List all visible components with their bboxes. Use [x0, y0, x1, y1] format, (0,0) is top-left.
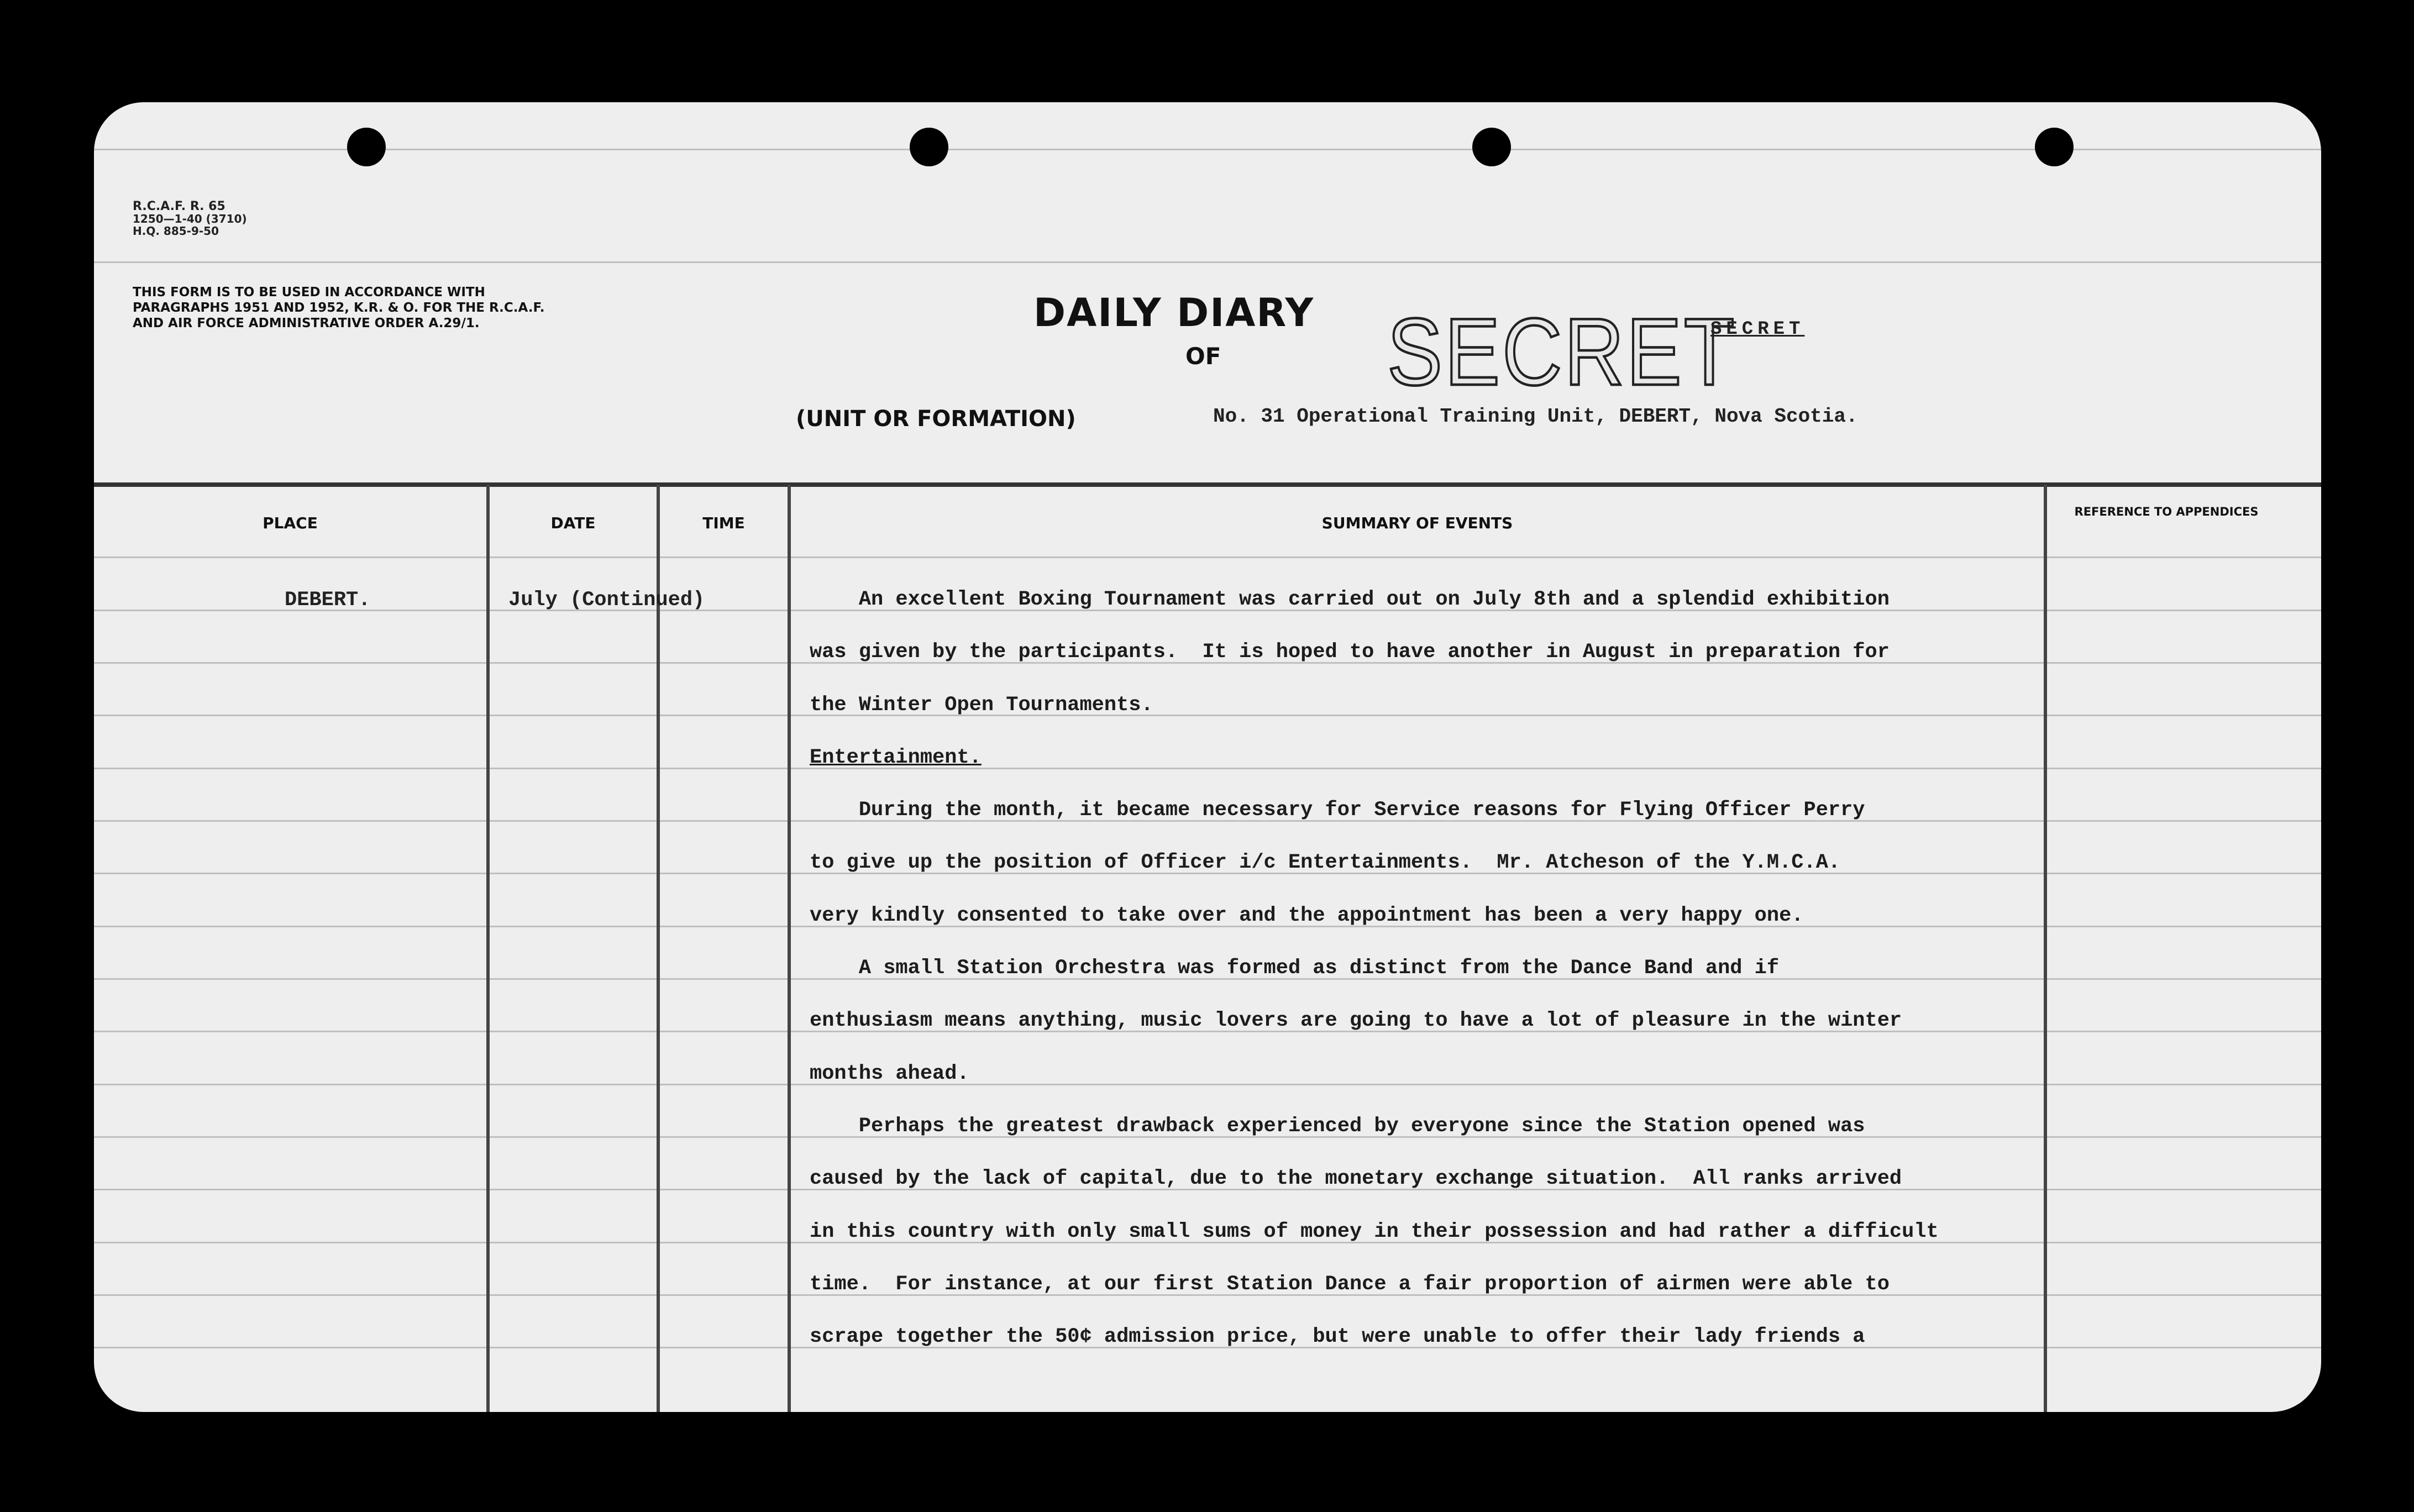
summary-heading-entertainment: Entertainment. — [810, 746, 982, 769]
column-header-place: PLACE — [263, 514, 318, 532]
column-header-reference: REFERENCE TO APPENDICES — [2074, 505, 2259, 518]
summary-line: A small Station Orchestra was formed as distinct from the Dance Band and if — [810, 957, 1780, 980]
ruled-line — [94, 261, 2321, 263]
summary-line: time. For instance, at our first Station Dance a fair proportion of airmen were able to — [810, 1272, 1890, 1296]
form-usage-note: THIS FORM IS TO BE USED IN ACCORDANCE WITH PARAGRAPHS 1951 AND 1952, K.R. & O. FOR THE R.C.A.F. AND AIR FORCE ADMINISTRATIVE ORDER A.29/1. — [133, 285, 545, 330]
diary-page — [94, 102, 2321, 1412]
summary-of-events — [810, 583, 2147, 1373]
of-label: OF — [1185, 343, 1221, 370]
page-title: DAILY DIARY — [1033, 290, 1315, 335]
form-code-line: 1250—1-40 (3710) — [133, 212, 247, 225]
column-divider — [788, 485, 791, 1412]
ruled-line — [94, 149, 2321, 150]
entry-place: DEBERT. — [285, 589, 371, 612]
summary-line: months ahead. — [810, 1062, 969, 1085]
summary-line: very kindly consented to take over and the appointment has been a very happy one. — [810, 904, 1804, 927]
summary-line: scrape together the 50¢ admission price, but were unable to offer their lady friends a — [810, 1325, 1865, 1349]
punch-hole — [1472, 128, 1511, 166]
ruled-line — [94, 556, 2321, 558]
secret-stamp: SECRET — [1387, 298, 1737, 405]
column-header-time: TIME — [702, 514, 745, 532]
form-code-line: H.Q. 885-9-50 — [133, 224, 219, 238]
summary-line: the Winter Open Tournaments. — [810, 693, 1153, 717]
form-code-line: R.C.A.F. R. 65 — [133, 200, 225, 213]
entry-date: July (Continued) — [508, 589, 705, 612]
column-divider — [657, 485, 660, 1412]
column-header-summary: SUMMARY OF EVENTS — [1321, 514, 1513, 532]
summary-line: Perhaps the greatest drawback experienced by everyone since the Station opened was — [810, 1114, 1865, 1138]
punch-hole — [910, 128, 948, 166]
unit-label: (UNIT OR FORMATION) — [796, 406, 1076, 432]
form-code — [133, 201, 247, 237]
column-header-date: DATE — [550, 514, 596, 532]
secret-typed-mark: SECRET — [1710, 319, 1805, 340]
summary-line: was given by the participants. It is hoped to have another in August in preparation for — [810, 641, 1890, 664]
summary-line: During the month, it became necessary for Service reasons for Flying Officer Perry — [810, 799, 1865, 822]
summary-line: enthusiasm means anything, music lovers are going to have a lot of pleasure in the winter — [810, 1009, 1902, 1033]
summary-line: in this country with only small sums of money in their possession and had rather a difficult — [810, 1220, 1939, 1243]
table-top-rule — [94, 482, 2321, 487]
punch-hole — [2035, 128, 2074, 166]
unit-value: No. 31 Operational Training Unit, DEBERT, Nova Scotia. — [1213, 405, 1858, 428]
summary-line: to give up the position of Officer i/c Entertainments. Mr. Atcheson of the Y.M.C.A. — [810, 851, 1841, 875]
summary-line: caused by the lack of capital, due to the monetary exchange situation. All ranks arrived — [810, 1167, 1902, 1191]
summary-line: An excellent Boxing Tournament was carried out on July 8th and a splendid exhibition — [810, 588, 1890, 611]
punch-hole — [347, 128, 386, 166]
column-divider — [486, 485, 490, 1412]
